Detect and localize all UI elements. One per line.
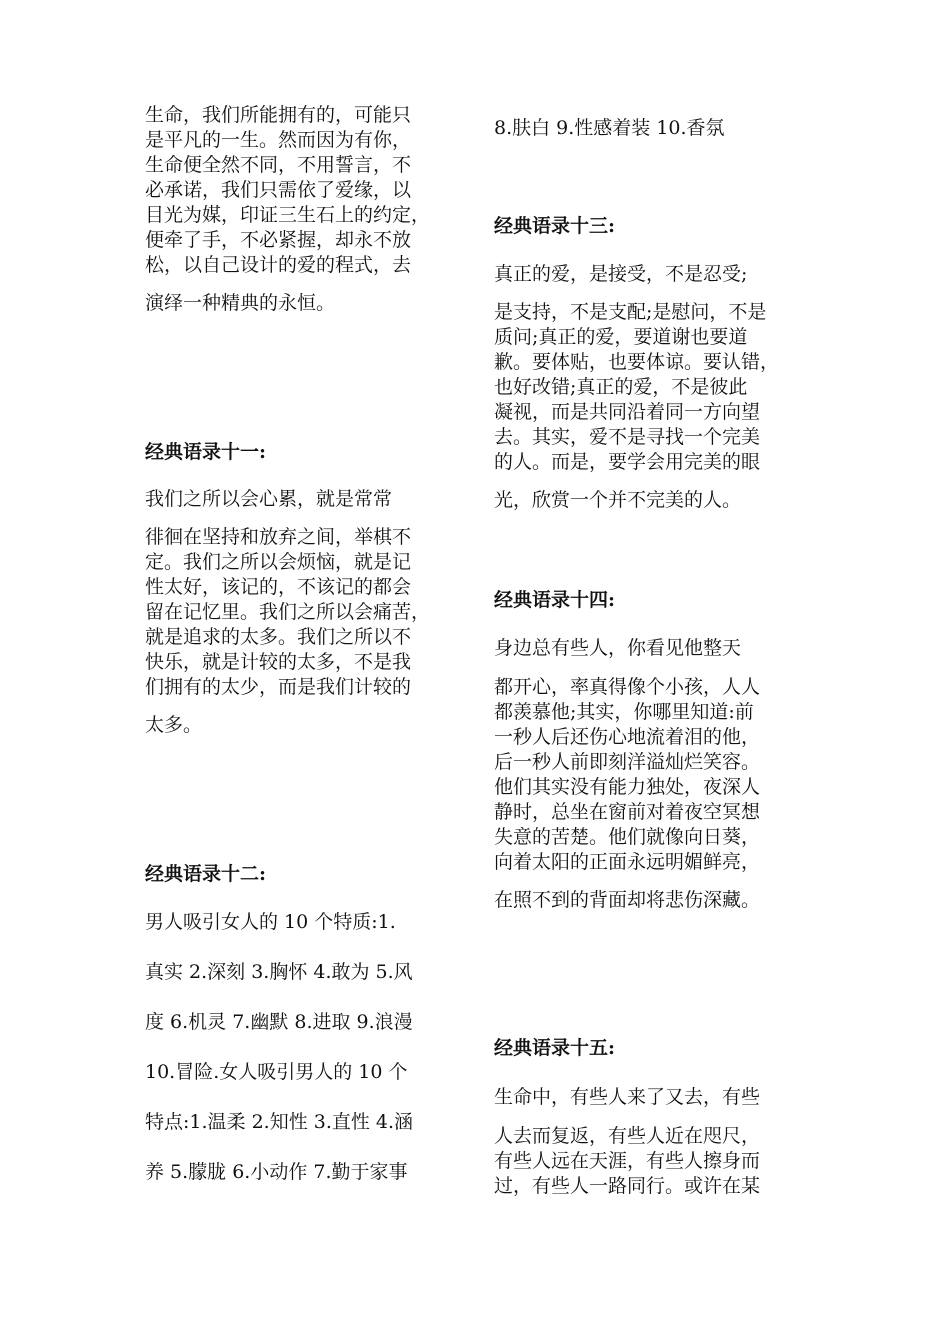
intro-line: 必承诺，我们只需依了爱缘，以 <box>145 179 412 201</box>
paragraph-line: 度 6.机灵 7.幽默 8.进取 9.浪漫 <box>145 1011 413 1033</box>
paragraph-line: 男人吸引女人的 10 个特质:1. <box>145 911 396 933</box>
paragraph-line: 们拥有的太少，而是我们计较的 <box>145 676 412 698</box>
paragraph-line: 他们其实没有能力独处，夜深人 <box>494 776 761 798</box>
paragraph-line: 真正的爱，是接受，不是忍受; <box>494 263 748 285</box>
intro-line: 便牵了手，不必紧握，却永不放 <box>145 229 412 251</box>
paragraph-line: 人去而复返，有些人近在咫尺， <box>494 1125 761 1147</box>
paragraph-line: 歉。要体贴，也要体谅。要认错， <box>494 351 780 373</box>
paragraph-line: 快乐，就是计较的太多，不是我 <box>145 651 412 673</box>
intro-line: 松，以自己设计的爱的程式，去 <box>145 254 412 276</box>
intro-line: 生命，我们所能拥有的，可能只 <box>145 104 412 126</box>
intro-line: 演绎一种精典的永恒。 <box>145 292 336 314</box>
paragraph-line: 养 5.朦胧 6.小动作 7.勤于家事 <box>145 1161 408 1183</box>
paragraph-line: 就是追求的太多。我们之所以不 <box>145 626 412 648</box>
paragraph-line: 过，有些人一路同行。或许在某 <box>494 1175 761 1197</box>
paragraph-line: 质问;真正的爱，要道谢也要道 <box>494 326 748 348</box>
paragraph-line: 留在记忆里。我们之所以会痛苦， <box>145 601 431 623</box>
paragraph-line: 我们之所以会心累，就是常常 <box>145 488 393 510</box>
paragraph-line: 都羡慕他;其实，你哪里知道:前 <box>494 701 754 723</box>
paragraph-line: 8.肤白 9.性感着装 10.香氛 <box>494 117 725 139</box>
paragraph-line: 真实 2.深刻 3.胸怀 4.敢为 5.风 <box>145 961 413 983</box>
section-heading: 经典语录十一: <box>145 441 267 463</box>
paragraph-line: 徘徊在坚持和放弃之间，举棋不 <box>145 526 412 548</box>
paragraph-line: 静时，总坐在窗前对着夜空冥想 <box>494 801 761 823</box>
intro-line: 是平凡的一生。然而因为有你， <box>145 129 412 151</box>
paragraph-line: 的人。而是，要学会用完美的眼 <box>494 451 761 473</box>
paragraph-line: 身边总有些人，你看见他整天 <box>494 637 742 659</box>
intro-line: 生命便全然不同，不用誓言，不 <box>145 154 412 176</box>
paragraph-line: 生命中，有些人来了又去，有些 <box>494 1086 761 1108</box>
paragraph-line: 性太好，该记的，不该记的都会 <box>145 576 412 598</box>
paragraph-line: 定。我们之所以会烦恼，就是记 <box>145 551 412 573</box>
paragraph-line: 是支持，不是支配;是慰问，不是 <box>494 301 767 323</box>
intro-line: 目光为媒，印证三生石上的约定， <box>145 204 431 226</box>
section-heading: 经典语录十三: <box>494 215 616 237</box>
paragraph-line: 在照不到的背面却将悲伤深藏。 <box>494 889 761 911</box>
section-heading: 经典语录十五: <box>494 1037 616 1059</box>
paragraph-line: 有些人远在天涯，有些人擦身而 <box>494 1150 761 1172</box>
section-heading: 经典语录十二: <box>145 863 267 885</box>
paragraph-line: 向着太阳的正面永远明媚鲜亮， <box>494 851 761 873</box>
section-heading: 经典语录十四: <box>494 589 616 611</box>
paragraph-line: 一秒人后还伤心地流着泪的他， <box>494 726 761 748</box>
paragraph-line: 去。其实，爱不是寻找一个完美 <box>494 426 761 448</box>
paragraph-line: 凝视，而是共同沿着同一方向望 <box>494 401 761 423</box>
paragraph-line: 光，欣赏一个并不完美的人。 <box>494 489 742 511</box>
paragraph-line: 后一秒人前即刻洋溢灿烂笑容。 <box>494 751 761 773</box>
paragraph-line: 10.冒险.女人吸引男人的 10 个 <box>145 1061 408 1083</box>
paragraph-line: 太多。 <box>145 714 203 736</box>
paragraph-line: 失意的苦楚。他们就像向日葵， <box>494 826 761 848</box>
paragraph-line: 都开心，率真得像个小孩，人人 <box>494 676 761 698</box>
paragraph-line: 也好改错;真正的爱，不是彼此 <box>494 376 748 398</box>
paragraph-line: 特点:1.温柔 2.知性 3.直性 4.涵 <box>145 1111 414 1133</box>
